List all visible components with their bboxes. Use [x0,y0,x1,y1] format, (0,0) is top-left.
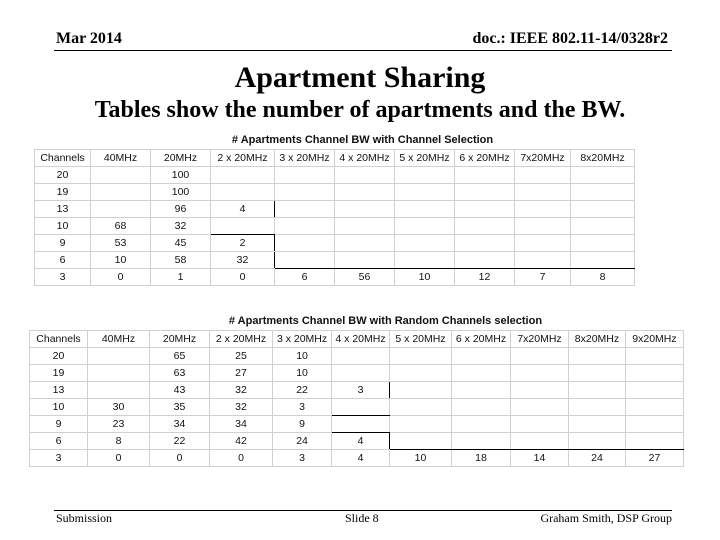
table-cell [568,365,625,382]
slide-title: Apartment Sharing [234,61,486,94]
table-cell [332,399,390,416]
table-cell: 56 [335,269,395,286]
table-cell [452,365,511,382]
column-header: 2 x 20MHz [211,150,275,167]
table-cell: 0 [210,450,273,467]
header-date: Mar 2014 [56,30,122,47]
table-cell: 10 [91,252,151,269]
table-cell: 63 [150,365,210,382]
column-header: Channels [35,150,91,167]
table-cell: 10 [273,365,332,382]
table-cell [211,167,275,184]
table-cell [515,252,571,269]
table-cell: 10 [395,269,455,286]
column-header: 7x20MHz [515,150,571,167]
table-cell [390,416,452,433]
table-cell [568,382,625,399]
table-cell [455,218,515,235]
table-caption: # Apartments Channel BW with Channel Selection [231,134,494,146]
table-cell [275,201,335,218]
table-cell: 10 [390,450,452,467]
table-cell: 3 [332,382,390,399]
row-channels-cell: 9 [35,235,91,252]
table-cell [335,201,395,218]
column-header: 20MHz [151,150,211,167]
table-cell [568,416,625,433]
table-cell [568,433,625,450]
table-row [30,348,684,365]
table-cell: 14 [511,450,569,467]
row-channels-cell: 6 [35,252,91,269]
table-cell: 32 [210,399,273,416]
table-cell: 0 [150,450,210,467]
table-cell [91,167,151,184]
table-cell: 22 [150,433,210,450]
table-cell: 7 [515,269,571,286]
table-cell [625,416,683,433]
table-cell [511,399,569,416]
column-header: 40MHz [91,150,151,167]
table-cell [335,235,395,252]
table-cell: 1 [151,269,211,286]
row-channels-cell: 10 [30,399,88,416]
table-cell: 3 [273,450,332,467]
table-cell [515,201,571,218]
table-cell [395,252,455,269]
table-row [35,218,635,235]
table-cell: 0 [91,269,151,286]
table-cell [275,167,335,184]
table-row [35,235,635,252]
table-cell: 4 [211,201,275,218]
table-cell [511,348,569,365]
table-cell [332,416,390,433]
table-cell [395,235,455,252]
table-cell [571,218,635,235]
table-cell: 9 [273,416,332,433]
row-channels-cell: 13 [30,382,88,399]
table-cell [395,201,455,218]
table-cell [568,348,625,365]
table-cell: 18 [452,450,511,467]
table-row [35,167,635,184]
column-header: 7x20MHz [511,331,569,348]
table-cell [511,433,569,450]
table-cell [452,348,511,365]
table-row [30,433,684,450]
header-doc-id: doc.: IEEE 802.11-14/0328r2 [472,30,668,47]
table-cell: 25 [210,348,273,365]
table-row [30,382,684,399]
table-cell [87,382,149,399]
table-cell [455,201,515,218]
table-cell: 65 [150,348,210,365]
table-cell: 100 [151,167,211,184]
table-cell: 32 [210,382,273,399]
footer-author: Graham Smith, DSP Group [540,511,672,525]
table-row [35,201,635,218]
table-cell [452,416,511,433]
table-cell [91,184,151,201]
column-header: 2 x 20MHz [210,331,273,348]
table-cell: 4 [332,433,390,450]
table-row [30,399,684,416]
table-cell: 8 [87,433,149,450]
table-caption-row [35,131,635,150]
table-cell: 100 [151,184,211,201]
table-cell [390,365,452,382]
table-cell [335,184,395,201]
table-cell [515,235,571,252]
table-cell: 24 [273,433,332,450]
table-cell [625,433,683,450]
column-header: 8x20MHz [568,331,625,348]
table-cell [625,382,683,399]
table-cell [87,365,149,382]
table-cell [455,252,515,269]
column-header: 4 x 20MHz [335,150,395,167]
column-header: 8x20MHz [571,150,635,167]
footer-slide-number: Slide 8 [345,511,379,525]
table-cell: 2 [211,235,275,252]
table-cell [211,184,275,201]
table-caption: # Apartments Channel BW with Random Channels selection [228,315,543,327]
table-cell [275,252,335,269]
table-cell [395,184,455,201]
row-channels-cell: 3 [35,269,91,286]
table-cell: 22 [273,382,332,399]
footer-submission: Submission [56,511,113,525]
slide-subtitle: Tables show the number of apartments and the BW. [94,97,626,123]
column-header: 20MHz [150,331,210,348]
table-cell [87,348,149,365]
table-cell [455,167,515,184]
table-cell: 23 [87,416,149,433]
table-cell: 0 [211,269,275,286]
column-header: 5 x 20MHz [395,150,455,167]
table-cell: 10 [273,348,332,365]
column-header: 9x20MHz [625,331,683,348]
table-cell: 30 [87,399,149,416]
column-header: 6 x 20MHz [452,331,511,348]
table-row [35,252,635,269]
table-cell [211,218,275,235]
table-cell: 12 [455,269,515,286]
row-channels-cell: 19 [35,184,91,201]
table-cell [515,167,571,184]
table-cell: 42 [210,433,273,450]
table-cell [455,235,515,252]
table-cell: 68 [91,218,151,235]
table-cell [571,184,635,201]
table-row [30,365,684,382]
table-cell [390,382,452,399]
table-cell: 27 [210,365,273,382]
table-cell [511,416,569,433]
column-header: 3 x 20MHz [273,331,332,348]
table-row [30,450,684,467]
table-cell [515,184,571,201]
caption-spacer [35,131,91,150]
row-channels-cell: 3 [30,450,88,467]
column-header: 6 x 20MHz [455,150,515,167]
table-cell: 35 [150,399,210,416]
table-cell: 3 [273,399,332,416]
table-cell [515,218,571,235]
table-cell: 27 [625,450,683,467]
table-cell: 34 [210,416,273,433]
table-cell [625,399,683,416]
caption-spacer [30,312,88,331]
table-cell: 34 [150,416,210,433]
table-cell [452,382,511,399]
table-cell [332,348,390,365]
table-cell: 6 [275,269,335,286]
table-cell [275,218,335,235]
column-header: 4 x 20MHz [332,331,390,348]
table-cell: 24 [568,450,625,467]
header-rule [54,50,672,51]
table-row [35,184,635,201]
table-cell: 4 [332,450,390,467]
table-cell [335,167,395,184]
table-row [30,416,684,433]
column-header: 3 x 20MHz [275,150,335,167]
row-channels-cell: 20 [35,167,91,184]
table-cell [452,399,511,416]
table-cell [625,365,683,382]
table-cell [332,365,390,382]
table-channel-selection [34,131,635,286]
table-cell [625,348,683,365]
table-cell [571,235,635,252]
table-cell [390,399,452,416]
table-cell: 0 [87,450,149,467]
table-cell [571,167,635,184]
column-header: Channels [30,331,88,348]
table-cell [335,218,395,235]
table-cell [395,167,455,184]
table-cell [275,235,335,252]
table-caption-row [30,312,684,331]
row-channels-cell: 10 [35,218,91,235]
table-cell [335,252,395,269]
table-header-row [30,331,684,348]
table-cell [452,433,511,450]
table-cell: 45 [151,235,211,252]
column-header: 40MHz [87,331,149,348]
table-cell: 43 [150,382,210,399]
table-cell: 32 [151,218,211,235]
table-cell [571,201,635,218]
table-cell: 8 [571,269,635,286]
table-cell [455,184,515,201]
table-cell: 53 [91,235,151,252]
row-channels-cell: 13 [35,201,91,218]
table-cell [395,218,455,235]
row-channels-cell: 20 [30,348,88,365]
table-cell: 96 [151,201,211,218]
table-cell [511,382,569,399]
table-cell [91,201,151,218]
table-row [35,269,635,286]
table-cell: 32 [211,252,275,269]
table-random-selection [29,312,684,467]
table-cell: 58 [151,252,211,269]
table-cell [275,184,335,201]
table-cell [511,365,569,382]
column-header: 5 x 20MHz [390,331,452,348]
table-cell [568,399,625,416]
row-channels-cell: 9 [30,416,88,433]
row-channels-cell: 19 [30,365,88,382]
row-channels-cell: 6 [30,433,88,450]
table-cell [571,252,635,269]
table-header-row [35,150,635,167]
table-cell [390,433,452,450]
table-cell [390,348,452,365]
